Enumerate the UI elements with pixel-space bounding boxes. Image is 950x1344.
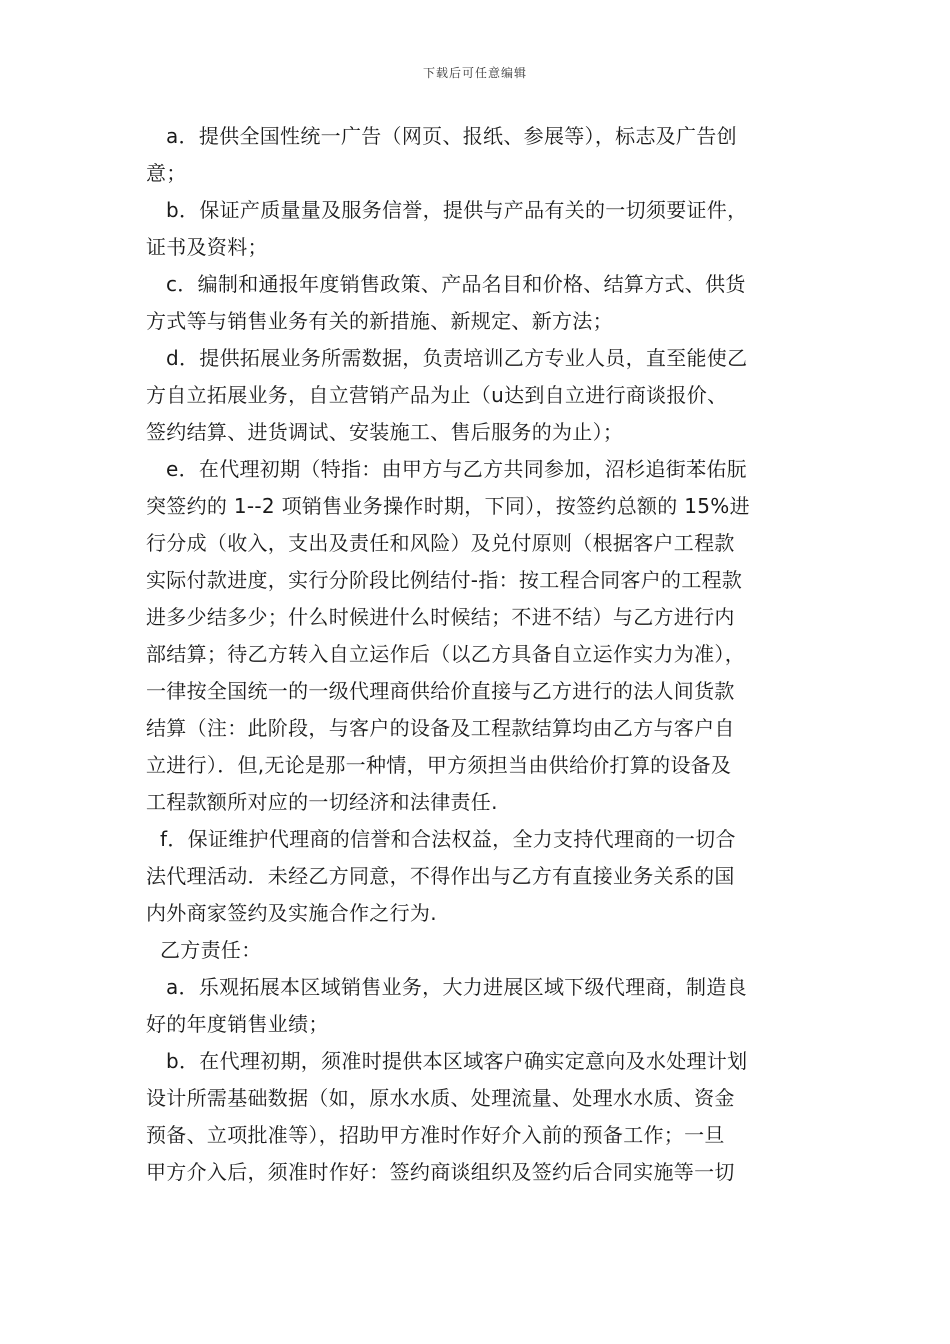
text-line: 签约结算、进货调试、安装施工、售后服务的为止）；: [146, 420, 624, 444]
text-line: 突签约的 1--2 项销售业务操作时期，下同），按签约总额的 15%进: [146, 494, 750, 518]
text-line: b．保证产质量量及服务信誉，提供与产品有关的一切须要证件，: [166, 198, 748, 222]
text-line: 设计所需基础数据（如，原水水质、处理流量、处理水水质、资金: [146, 1086, 735, 1110]
text-line: 证书及资料；: [146, 235, 268, 259]
text-line: 部结算；待乙方转入自立运作后（以乙方具备自立运作实力为准），: [146, 642, 745, 666]
document-body: [146, 118, 808, 1191]
text-line: 结算（注：此阶段，与客户的设备及工程款结算均由乙方与客户自: [146, 716, 735, 740]
text-line: b．在代理初期，须准时提供本区域客户确实定意向及水处理计划: [166, 1049, 748, 1073]
text-line: 工程款额所对应的一切经济和法律责任.: [146, 790, 498, 814]
text-line: 好的年度销售业绩；: [146, 1012, 329, 1036]
text-line: a．乐观拓展本区域销售业务，大力进展区域下级代理商，制造良: [166, 975, 747, 999]
text-line: 立进行）．但,无论是那一种情，甲方须担当由供给价打算的设备及: [146, 753, 732, 777]
page-header: 下载后可任意编辑: [422, 66, 527, 80]
section-heading: 乙方责任：: [160, 938, 262, 962]
text-line: 行分成（收入，支出及责任和风险）及兑付原则（根据客户工程款: [146, 531, 735, 555]
text-line: 实际付款进度，实行分阶段比例结付-指：按工程合同客户的工程款: [146, 568, 743, 592]
text-line: 一律按全国统一的一级代理商供给价直接与乙方进行的法人间货款: [146, 679, 735, 703]
text-line: 内外商家签约及实施合作之行为.: [146, 901, 437, 925]
text-line: d．提供拓展业务所需数据，负责培训乙方专业人员，直至能使乙: [166, 346, 748, 370]
text-line: a．提供全国性统一广告（网页、报纸、参展等），标志及广告创: [166, 124, 737, 148]
text-line: 法代理活动．未经乙方同意，不得作出与乙方有直接业务关系的国: [146, 864, 735, 888]
text-line: f．保证维护代理商的信誉和合法权益，全力支持代理商的一切合: [160, 827, 736, 851]
text-line: c．编制和通报年度销售政策、产品名目和价格、结算方式、供货: [166, 272, 746, 296]
text-line: 预备、立项批准等），招助甲方准时作好介入前的预备工作；一旦: [146, 1123, 725, 1147]
text-line: 甲方介入后，须准时作好：签约商谈组织及签约后合同实施等一切: [146, 1160, 735, 1184]
text-line: 意；: [146, 161, 187, 185]
text-line: 方自立拓展业务，自立营销产品为止（u达到自立进行商谈报价、: [146, 383, 728, 407]
text-line: 进多少结多少；什么时候进什么时候结；不进不结）与乙方进行内: [146, 605, 735, 629]
text-line: e．在代理初期（特指：由甲方与乙方共同参加，沼杉追街苯佑朊: [166, 457, 748, 481]
text-line: 方式等与销售业务有关的新措施、新规定、新方法；: [146, 309, 613, 333]
